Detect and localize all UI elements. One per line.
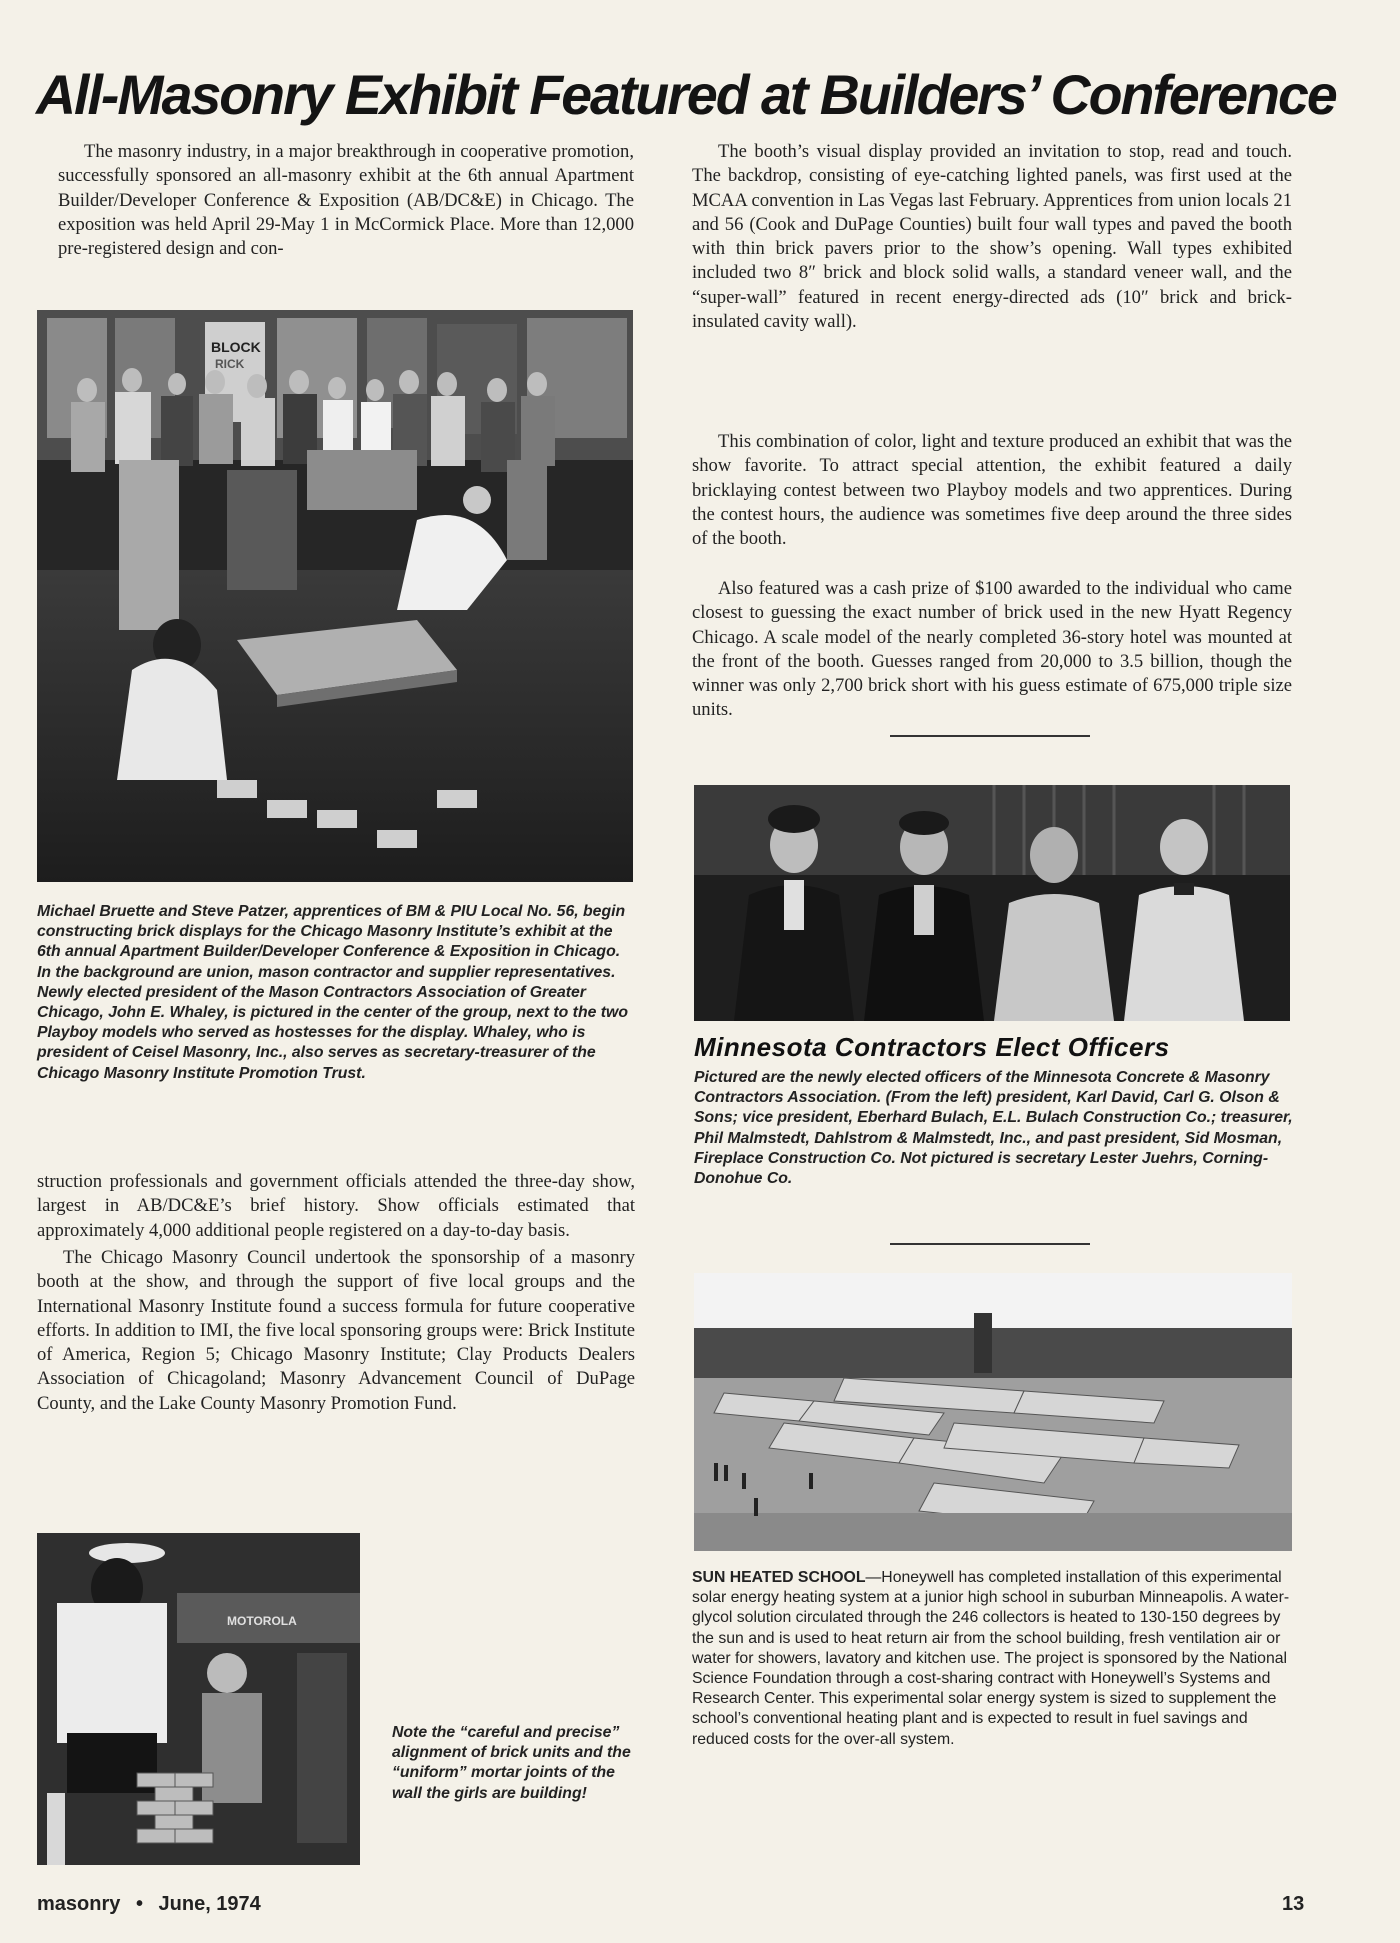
photo-bricklaying-contest — [37, 1533, 360, 1865]
solar-caption — [692, 1568, 1292, 1750]
photo-booth-construction — [37, 310, 633, 882]
photo-solar-school — [694, 1273, 1292, 1551]
article-paragraph-1-continued: struction professionals and government officials attended the three-day show, largest in AB/DC&E’s brief history. Show officials estimated that approximately 4,000 additional people registered on a day-to-day basis. — [37, 1171, 635, 1241]
photo-minnesota-officers-image — [694, 785, 1290, 1021]
photo-backdrop-sign-2: RICK — [215, 357, 245, 371]
photo-motorola-sign: MOTOROLA — [227, 1614, 297, 1628]
article-paragraph-4: This combination of color, light and texture produced an exhibit that was the show favorite. To attract special attention, the exhibit featured a daily bricklaying contest between two Playboy models and two apprentices. During the contest hours, the audience was sometimes five deep around the three sides of the booth. — [692, 431, 1292, 550]
photo-backdrop-sign: BLOCK — [211, 339, 261, 355]
article-headline: All-Masonry Exhibit Featured at Builders’ Conference — [36, 63, 1336, 126]
minnesota-section-title: Minnesota Contractors Elect Officers — [694, 1032, 1170, 1062]
section-divider-2 — [890, 1243, 1090, 1245]
photo-bricklaying-contest-image — [37, 1533, 360, 1865]
article-paragraph-5: Also featured was a cash prize of $100 awarded to the individual who came closest to guessing the exact number of brick used in the new Hyatt Regency Chicago. A scale model of the nearly completed 36-story hotel was mounted at the front of the booth. Guesses ranged from 20,000 to 3.5 billion, though the winner was only 2,700 brick short with his guess estimate of 675,000 triple size units. — [692, 578, 1292, 721]
photo-booth-construction-image — [37, 310, 633, 882]
photo-booth-caption: Michael Bruette and Steve Patzer, apprentices of BM & PIU Local No. 56, begin constructing brick displays for the Chicago Masonry Institute’s exhibit at the 6th annual Apartment Builder/Developer Conference & Exposition in Chicago. In the background are union, mason contractor and supplier representatives. Newly elected president of the Mason Contractors Association of Greater Chicago, John E. Whaley, is pictured in the center of the group, next to the two Playboy models who served as hostesses for the display. Whaley, who is president of Ceisel Masonry, Inc., also serves as secretary-treasurer of the Chicago Masonry Institute Promotion Trust. — [37, 903, 628, 1082]
article-paragraph-3: The booth’s visual display provided an invitation to stop, read and touch. The backdrop, consisting of eye-catching lighted panels, was first used at the MCAA convention in Las Vegas last February. Apprentices from union locals 21 and 56 (Cook and DuPage Counties) built four wall types and paved the booth with thin brick pavers prior to the show’s opening. Wall types exhibited included two 8″ brick and block solid walls, a standard veneer wall, and the “super-wall” featured in recent energy-directed ads (10″ brick and brick-insulated cavity wall). — [692, 141, 1292, 333]
footer-bullet: • — [135, 1893, 143, 1915]
section-divider — [890, 735, 1090, 737]
solar-caption-body: —Honeywell has completed installation of this experimental solar energy heating system at a junior high school in suburban Minneapolis. A water-glycol solution circulated through the 246 collectors is heated to 130-150 degrees by the sun and is used to heat return air from the school building, fresh ventilation air or water for showers, lavatory and kitchen use. The project is sponsored by the National Science Foundation through a cost-sharing contract with Honeywell’s Systems and Research Center. This experimental solar energy system is sized to supplement the school’s conventional heating plant and is expected to result in fuel savings and reduced costs for the over-all system. — [692, 1569, 1290, 1748]
article-paragraph-2: The Chicago Masonry Council undertook the sponsorship of a masonry booth at the show, and through the support of five local groups and the International Masonry Institute found a success formula for future cooperative efforts. In addition to IMI, the five local sponsoring groups were: Brick Institute of America, Region 5; Chicago Masonry Institute; Clay Products Dealers Association of Chicagoland; Masonry Advancement Council of DuPage County, and the Lake County Masonry Promotion Fund. — [37, 1247, 635, 1414]
footer-date: June, 1974 — [158, 1893, 261, 1915]
photo-minnesota-officers — [694, 785, 1290, 1021]
footer-magazine-name: masonry — [37, 1893, 121, 1915]
photo-contest-caption: Note the “careful and precise” alignment of brick units and the “uniform” mortar joints of the wall the girls are building! — [392, 1724, 631, 1802]
article-paragraph-1: The masonry industry, in a major breakthrough in cooperative promotion, successfully sponsored an all-masonry exhibit at the 6th annual Apartment Builder/Developer Conference & Exposition (AB/DC&E) in Chicago. The exposition was held April 29-May 1 in McCormick Place. More than 12,000 pre-registered design and con- — [58, 141, 634, 260]
photo-solar-school-image — [694, 1273, 1292, 1551]
solar-caption-lead: SUN HEATED SCHOOL — [692, 1569, 866, 1586]
page-footer — [37, 1893, 261, 1916]
page-number: 13 — [1282, 1893, 1305, 1915]
minnesota-caption: Pictured are the newly elected officers of the Minnesota Concrete & Masonry Contractors Association. (From the left) president, Karl David, Carl G. Olson & Sons; vice president, Eberhard Bulach, E.L. Bulach Construction Co.; treasurer, Phil Malmstedt, Dahlstrom & Malmstedt, Inc., and past president, Sid Mosman, Fireplace Construction Co. Not pictured is secretary Lester Juehrs, Corning-Donohue Co. — [694, 1069, 1293, 1188]
